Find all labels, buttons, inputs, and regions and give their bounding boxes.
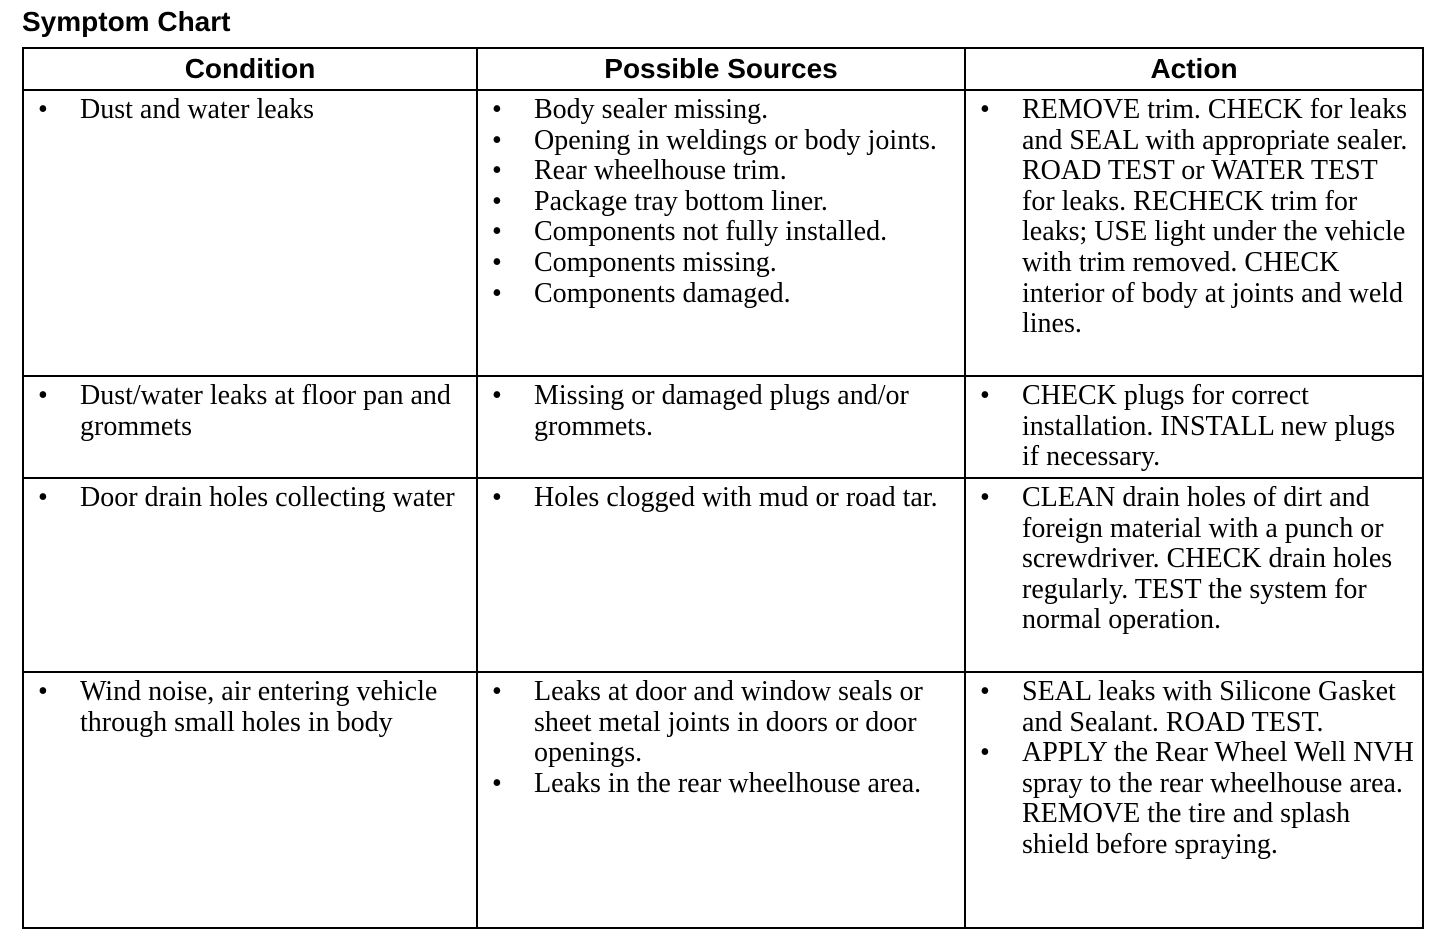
sources-cell	[477, 672, 965, 928]
list-item: • Components damaged.	[478, 279, 956, 310]
list-item: • Components missing.	[478, 248, 956, 279]
table-row	[23, 478, 1423, 672]
table-row	[23, 376, 1423, 478]
list-item: • Dust/water leaks at floor pan and grommets	[24, 381, 468, 442]
list-item: • SEAL leaks with Silicone Gasket and Sealant. ROAD TEST.	[966, 677, 1414, 738]
symptom-table	[22, 47, 1424, 929]
list-item: • Missing or damaged plugs and/or grommets.	[478, 381, 956, 442]
page-title: Symptom Chart	[22, 6, 231, 37]
list-item: • Dust and water leaks	[24, 95, 468, 126]
table-header-row	[23, 48, 1423, 90]
action-cell	[965, 478, 1423, 672]
list-item: • APPLY the Rear Wheel Well NVH spray to the rear wheelhouse area. REMOVE the tire and splash shield before spraying.	[966, 738, 1414, 860]
list-item: • CHECK plugs for correct installation. INSTALL new plugs if necessary.	[966, 381, 1414, 473]
table-row	[23, 672, 1423, 928]
list-item: • Components not fully installed.	[478, 217, 956, 248]
condition-cell	[23, 90, 477, 376]
action-cell	[965, 90, 1423, 376]
list-item: • Package tray bottom liner.	[478, 187, 956, 218]
list-item: • REMOVE trim. CHECK for leaks and SEAL with appropriate sealer. ROAD TEST or WATER TEST for leaks. RECHECK trim for leaks; USE light under the vehicle with trim removed. CHECK interior of body at joints and weld lines.	[966, 95, 1414, 340]
list-item: • Body sealer missing.	[478, 95, 956, 126]
header-action: Action	[965, 48, 1423, 90]
list-item: • Wind noise, air entering vehicle through small holes in body	[24, 677, 468, 738]
header-possible-sources: Possible Sources	[477, 48, 965, 90]
sources-cell	[477, 90, 965, 376]
condition-cell	[23, 672, 477, 928]
list-item: • Holes clogged with mud or road tar.	[478, 483, 956, 514]
condition-cell	[23, 376, 477, 478]
sources-cell	[477, 478, 965, 672]
action-cell	[965, 376, 1423, 478]
list-item: • Opening in weldings or body joints.	[478, 126, 956, 157]
action-cell	[965, 672, 1423, 928]
list-item: • Leaks in the rear wheelhouse area.	[478, 769, 956, 800]
list-item: • Rear wheelhouse trim.	[478, 156, 956, 187]
sources-cell	[477, 376, 965, 478]
table-row	[23, 90, 1423, 376]
condition-cell	[23, 478, 477, 672]
list-item: • Leaks at door and window seals or sheet metal joints in doors or door openings.	[478, 677, 956, 769]
list-item: • Door drain holes collecting water	[24, 483, 468, 514]
header-condition: Condition	[23, 48, 477, 90]
list-item: • CLEAN drain holes of dirt and foreign material with a punch or screwdriver. CHECK drain holes regularly. TEST the system for normal operation.	[966, 483, 1414, 636]
